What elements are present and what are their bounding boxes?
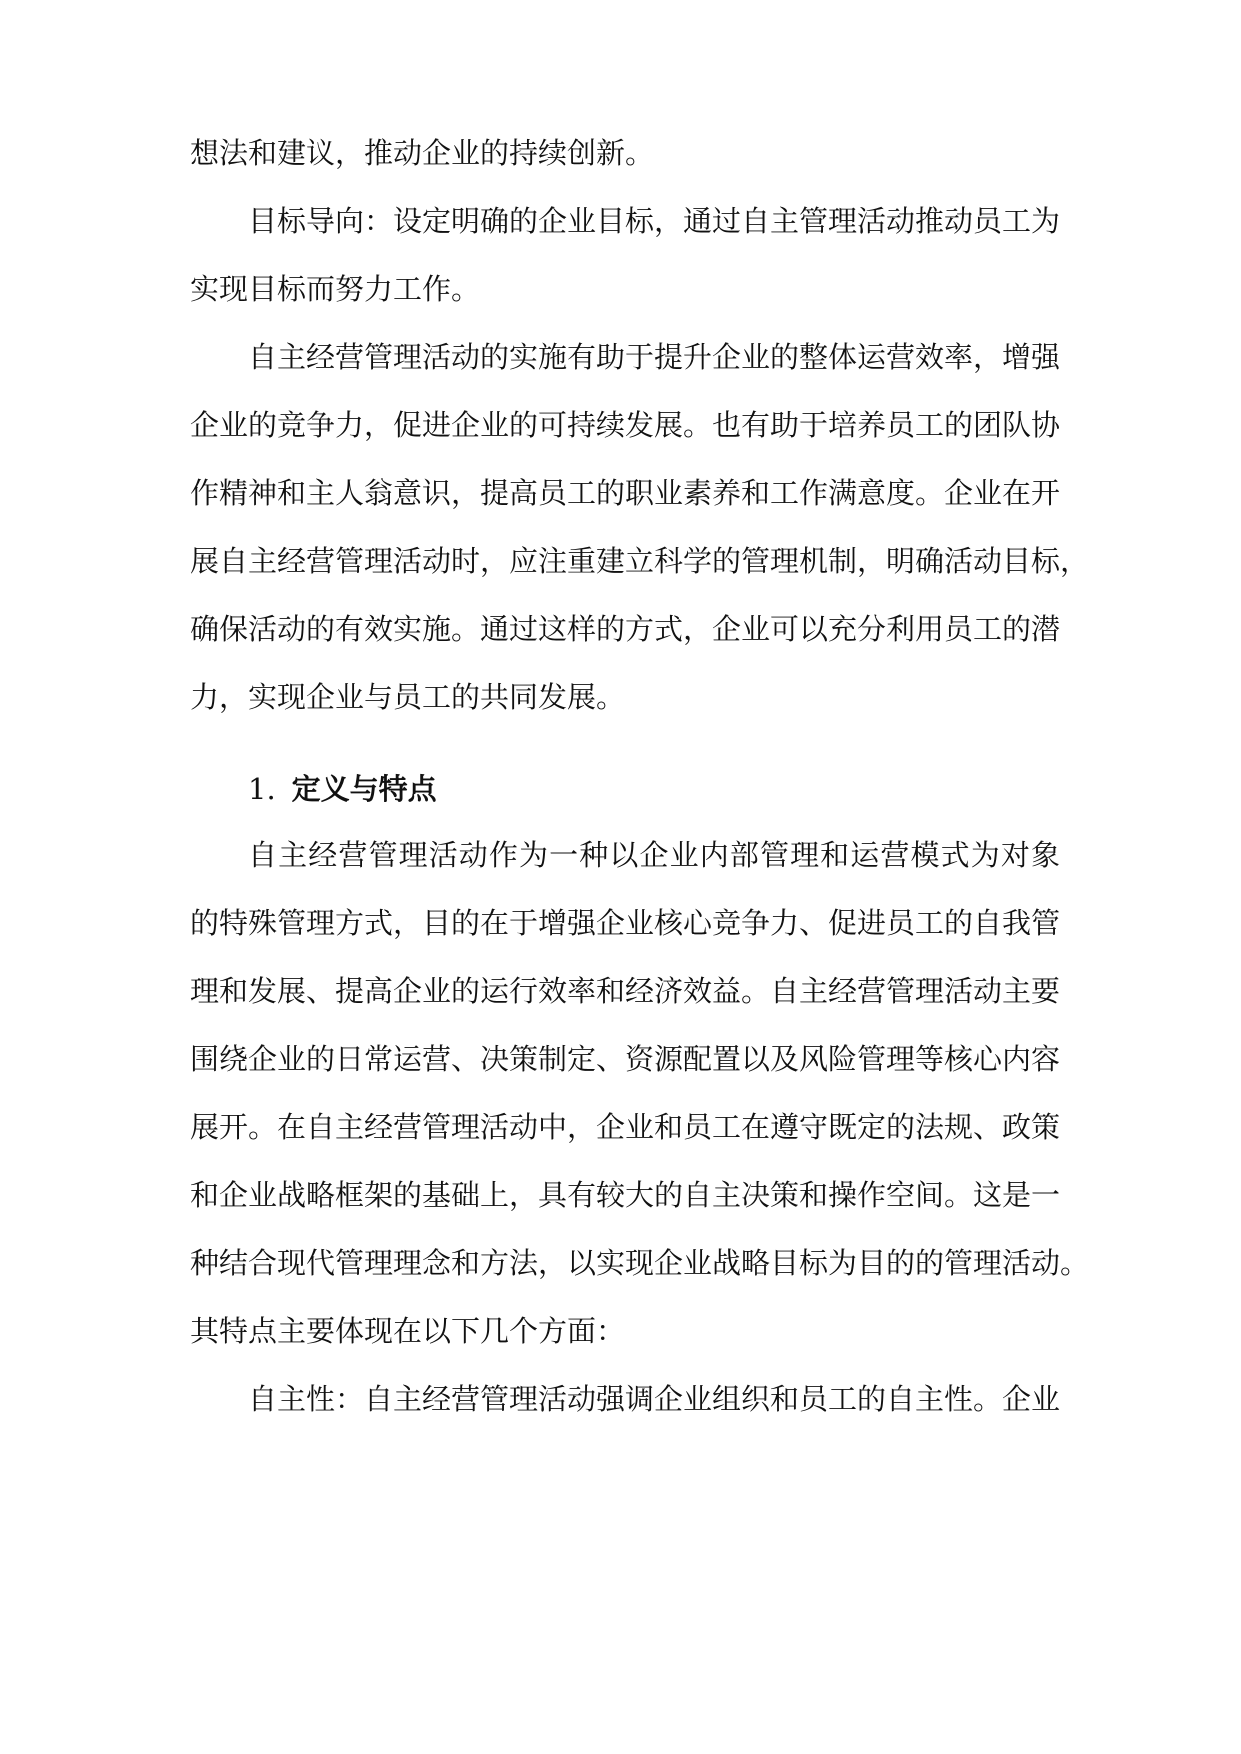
paragraph-line: 和企业战略框架的基础上，具有较大的自主决策和操作空间。这是一	[190, 1178, 1061, 1212]
section-number: 1.	[248, 772, 276, 806]
paragraph-line: 作精神和主人翁意识，提高员工的职业素养和工作满意度。企业在开	[190, 476, 1061, 510]
paragraph-line: 力，实现企业与员工的共同发展。	[190, 680, 626, 714]
paragraph-line: 想法和建议，推动企业的持续创新。	[190, 136, 655, 170]
paragraph-line: 目标导向：设定明确的企业目标，通过自主管理活动推动员工为	[248, 204, 1061, 238]
paragraph-line: 确保活动的有效实施。通过这样的方式，企业可以充分利用员工的潜	[190, 612, 1061, 646]
paragraph-line: 理和发展、提高企业的运行效率和经济效益。自主经营管理活动主要	[190, 974, 1061, 1008]
paragraph-line: 自主经营管理活动作为一种以企业内部管理和运营模式为对象	[248, 838, 1060, 872]
paragraph-line: 企业的竞争力，促进企业的可持续发展。也有助于培养员工的团队协	[190, 408, 1061, 442]
paragraph-line: 的特殊管理方式，目的在于增强企业核心竞争力、促进员工的自我管	[190, 906, 1061, 940]
section-title: 定义与特点	[291, 772, 437, 806]
paragraph-line: 其特点主要体现在以下几个方面：	[190, 1314, 626, 1348]
paragraph-line: 展开。在自主经营管理活动中，企业和员工在遵守既定的法规、政策	[190, 1110, 1061, 1144]
paragraph-line: 自主经营管理活动的实施有助于提升企业的整体运营效率，增强	[248, 340, 1061, 374]
paragraph-line: 实现目标而努力工作。	[190, 272, 481, 306]
paragraph-line: 围绕企业的日常运营、决策制定、资源配置以及风险管理等核心内容	[190, 1042, 1061, 1076]
paragraph-line: 展自主经营管理活动时，应注重建立科学的管理机制，明确活动目标，	[190, 544, 1090, 578]
paragraph-line: 自主性：自主经营管理活动强调企业组织和员工的自主性。企业	[248, 1382, 1061, 1416]
section-heading	[248, 763, 437, 815]
paragraph-line: 种结合现代管理理念和方法，以实现企业战略目标为目的的管理活动。	[190, 1246, 1090, 1280]
